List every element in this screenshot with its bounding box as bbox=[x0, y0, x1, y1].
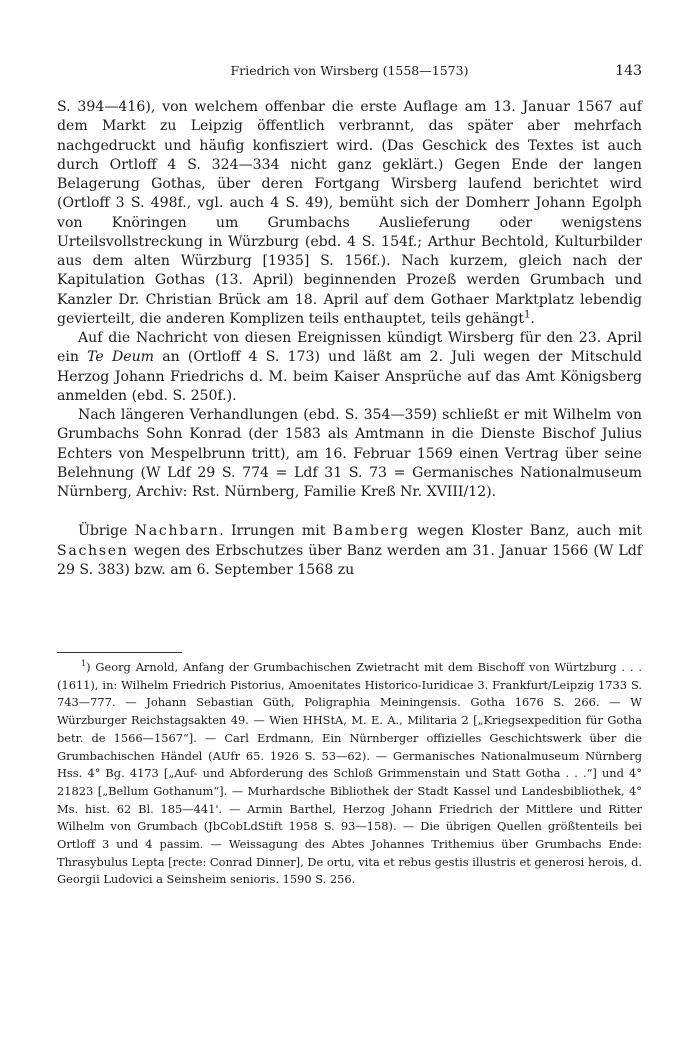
paragraph-text: wegen Kloster Banz, auch mit bbox=[409, 523, 642, 540]
running-title: Friedrich von Wirsberg (1558—1573) bbox=[230, 63, 469, 78]
footnote-divider bbox=[57, 652, 182, 653]
paragraph-text: Übrige bbox=[78, 523, 135, 540]
paragraph-text: an (Ortloff 4 S. 173) und läßt am 2. Juli wegen der Mitschuld Herzog Johann Friedrichs d. M. beim Kaiser Ansprüche auf das Amt Königsberg anmelden (ebd. S. 250f.). bbox=[57, 349, 643, 404]
spaced-term: Sachsen bbox=[57, 542, 129, 559]
running-head bbox=[57, 63, 642, 83]
paragraph-grumbach-contract: Nach längeren Verhandlungen (ebd. S. 354—359) schließt er mit Wilhelm von Grumbachs Sohn Konrad (der 1583 als Amtmann in die Dienste Bischof Julius Echters von Mespelbrunn tritt), am 16. Februar 1569 einen Vertrag über seine Belehnung (W Ldf 29 S. 774 = Ldf 31 S. 73 = Germanisches Nationalmuseum Nürnberg, Archiv: Rst. Nürnberg, Familie Kreß Nr. XVIII/12). bbox=[57, 407, 642, 500]
paragraph-neighbours bbox=[57, 522, 642, 580]
footnotes bbox=[57, 659, 642, 889]
paragraph-text: S. 394—416), von welchem offenbar die erste Auflage am 13. Januar 1567 auf dem Markt zu Leipzig öffentlich verbrannt, das später aber mehrfach nachgedruckt und häufig konfisziert wird. (Das Geschick des Textes ist auch durch Ortloff 4 S. 324—334 nicht ganz geklärt.) Gegen Ende der langen Belagerung Gothas, über deren Fortgang Wirsberg laufend berichtet wird (Ortloff 3 S. 498f., vgl. auch 4 S. 49), bemüht sich der Domherr Johann Egolph von Knöringen um Grumbachs Auslieferung oder wenigstens Urteilsvollstreckung in Würzburg (ebd. 4 S. 154f.; Arthur Bechtold, Kulturbilder aus dem alten Würzburg [1935] S. 156f.). Nach kurzem, gleich nach der Kapitulation Gothas (13. April) beginnenden Prozeß werden Grumbach und Kanzler Dr. Christian Brück am 18. April auf dem Gothaer Marktplatz lebendig gevierteilt, die anderen Komplizen teils enthauptet, teils gehängt bbox=[57, 99, 642, 327]
paragraph-text: . Irrungen mit bbox=[219, 523, 333, 540]
spaced-term: Nachbarn bbox=[134, 523, 220, 540]
spaced-term: Bamberg bbox=[332, 523, 410, 540]
main-text bbox=[57, 98, 642, 580]
footnote-reference: 1 bbox=[524, 309, 531, 321]
paragraph-end: . bbox=[530, 310, 535, 327]
paragraph-text: Auf die Nachricht von diesen Ereignissen kündigt Wirsberg für den 23. April ein bbox=[57, 330, 642, 366]
paragraph-continuation bbox=[57, 98, 642, 329]
page-number: 143 bbox=[615, 63, 642, 79]
footnote-marker: 1 bbox=[81, 659, 87, 669]
section-gap bbox=[57, 502, 642, 522]
italic-term: Te Deum bbox=[87, 349, 155, 366]
footnote-1 bbox=[57, 659, 642, 889]
paragraph-te-deum bbox=[57, 329, 642, 406]
paragraph-text: wegen des Erbschutzes über Banz werden am 31. Januar 1566 (W Ldf 29 S. 383) bzw. am 6. September 1568 zu bbox=[57, 542, 642, 578]
footnote-text: ) Georg Arnold, Anfang der Grumbachischen Zwietracht mit dem Bischoff von Würtzburg . . . (1611), in: Wilhelm Friedrich Pistorius, Amoenitates Historico-Iuridicae 3. Frankfurt/Leipzig 1733 S. 743—777. — Johann Sebastian Güth, Poligraphia Meiningensis. Gotha 1676 S. 266. — W Würzburger Reichstagsakten 49. — Wien HHStA, M. E. A., Militaria 2 [„Kriegsexpedition für Gotha betr. de 1566—1567“]. — Carl Erdmann, Ein Nürnberger offizielles Geschichtswerk über die Grumbachischen Händel (AUfr 65. 1926 S. 53—62). — Germanisches Nationalmuseum Nürnberg Hss. 4° Bg. 4173 [„Auf- und Abforderung des Schloß Grimmenstain und Statt Gotha . . .“] und 4° 21823 [„Bellum Gothanum“]. — Murhardsche Bibliothek der Stadt Kassel und Landesbibliothek, 4° Ms. hist. 62 Bl. 185—441'. — Armin Barthel, Herzog Johann Friedrich der Mittlere und Ritter Wilhelm von Grumbach (JbCobLdStift 1958 S. 93—158). — Die übrigen Quellen größtenteils bei Ortloff 3 und 4 passim. — Weissagung des Abtes Johannes Trithemius über Grumbachs Ende: Thrasybulus Lepta [recte: Conrad Dinner], De ortu, vita et rebus gestis illustris et generosi herois, d. Georgii Ludovici a Seinsheim senioris. 1590 S. 256. bbox=[57, 660, 642, 887]
